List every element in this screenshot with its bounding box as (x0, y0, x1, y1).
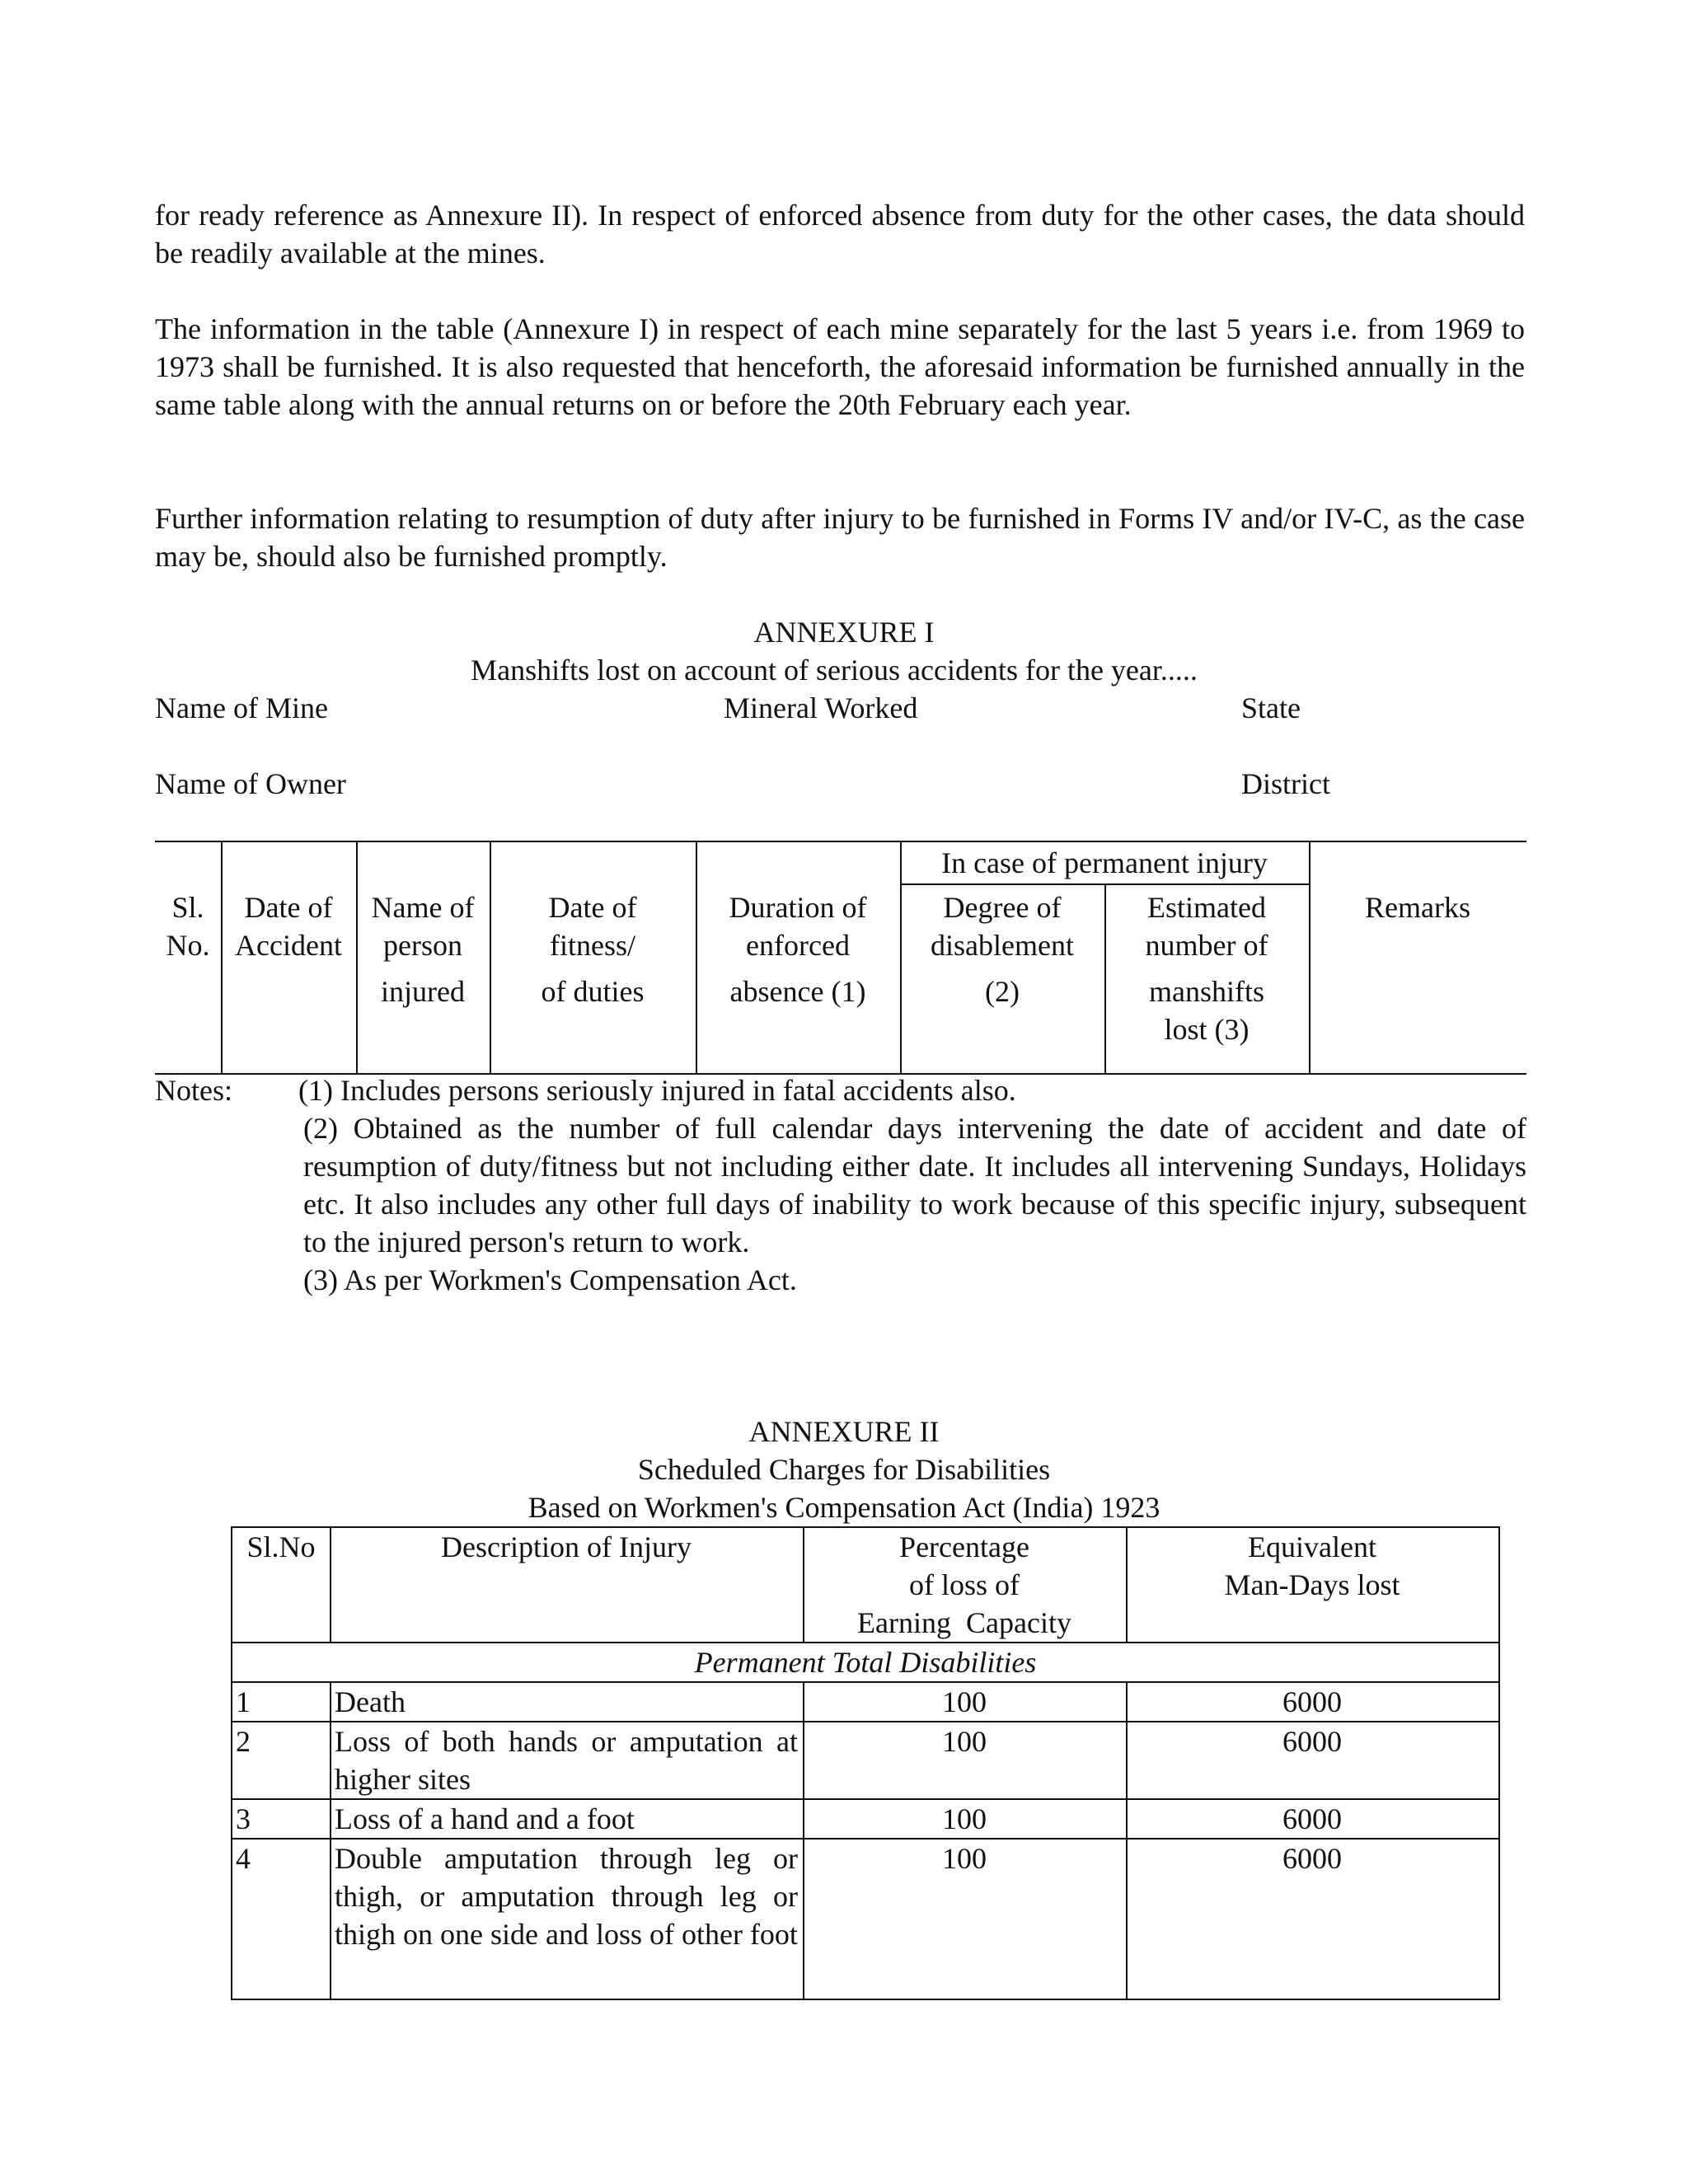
paragraph-3: Further information relating to resumption of duty after injury to be furnished in Forms IV and/or IV-C, as the case may be, should also be furnished promptly. (155, 502, 1525, 573)
section-permanent-total: Permanent Total Disabilities (694, 1646, 1037, 1679)
header-estimated: Estimated number of manshifts lost (3) (1145, 891, 1268, 1046)
table-divider (900, 883, 1309, 885)
name-of-owner-label: Name of Owner (155, 767, 346, 800)
paragraph-1: for ready reference as Annexure II). In respect of enforced absence from duty for the other cases, the data should be readily available at the mines. (155, 199, 1525, 269)
paragraph-2: The information in the table (Annexure I) in respect of each mine separately for the last 5 years i.e. from 1969 to 1973 shall be furnished. It is also requested that henceforth, the aforesaid information be furnished annually in the same table along with the annual returns on or before the 20th February each year. (155, 312, 1525, 421)
annexure1-subtitle: Manshifts lost on account of serious accidents for the year..... (471, 654, 1198, 687)
row2-desc: Loss of both hands or amputation at higher sites (335, 1725, 798, 1796)
row1-pct: 100 (942, 1685, 987, 1718)
row3-desc: Loss of a hand and a foot (335, 1802, 635, 1835)
header-name-of-person: Name of person injured (371, 891, 475, 1008)
header-percentage: Percentage of loss of Earning Capacity (857, 1530, 1071, 1639)
note-3: (3) As per Workmen's Compensation Act. (303, 1263, 797, 1296)
header-sl-no: Sl. No. (166, 891, 210, 962)
row2-days: 6000 (1282, 1725, 1342, 1758)
row2-pct: 100 (942, 1725, 987, 1758)
header-remarks: Remarks (1365, 891, 1470, 924)
row3-days: 6000 (1282, 1802, 1342, 1835)
permanent-injury-header: In case of permanent injury (941, 846, 1268, 879)
note-1: (1) Includes persons seriously injured in fatal accidents also. (298, 1074, 1016, 1107)
row1-sl: 1 (236, 1685, 251, 1718)
district-label: District (1241, 767, 1330, 800)
header-duration: Duration of enforced absence (1) (729, 891, 867, 1008)
header-slno: Sl.No (246, 1530, 316, 1563)
header-date-of-accident: Date of Accident (235, 891, 342, 962)
note-2: (2) Obtained as the number of full calendar days intervening the date of accident and date of resumption of duty/fitness but not including either date. It includes all intervening Sundays, Holidays etc. It also includes any other full days of inability to work because of this specific injury, subsequent to the injured person's return to work. (303, 1112, 1526, 1258)
row3-pct: 100 (942, 1802, 987, 1835)
row4-pct: 100 (942, 1842, 987, 1875)
table-divider (330, 1681, 331, 1999)
annexure1-title: ANNEXURE I (753, 616, 935, 649)
annexure2-subtitle: Scheduled Charges for Disabilities (637, 1453, 1051, 1486)
name-of-mine-label: Name of Mine (155, 691, 328, 724)
row4-desc: Double amputation through leg or thigh, or amputation through leg or thigh on one side and loss of other foot (335, 1842, 798, 1951)
mineral-worked-label: Mineral Worked (724, 691, 918, 724)
annexure2-title: ANNEXURE II (748, 1415, 940, 1448)
annexure2-table (231, 1526, 1500, 2000)
row4-sl: 4 (236, 1842, 251, 1875)
notes-label: Notes: (155, 1074, 232, 1107)
header-degree: Degree of disablement (2) (931, 891, 1074, 1008)
state-label: State (1241, 691, 1301, 724)
annexure2-act: Based on Workmen's Compensation Act (India) 1923 (528, 1491, 1160, 1524)
header-date-of-fitness: Date of fitness/ of duties (541, 891, 645, 1008)
row3-sl: 3 (236, 1802, 251, 1835)
header-equivalent: Equivalent Man-Days lost (1224, 1530, 1400, 1601)
row1-days: 6000 (1282, 1685, 1342, 1718)
table-divider (1309, 842, 1311, 1073)
row2-sl: 2 (236, 1725, 251, 1758)
annexure1-table (155, 841, 1526, 1075)
row4-days: 6000 (1282, 1842, 1342, 1875)
row1-desc: Death (335, 1685, 406, 1718)
header-description: Description of Injury (441, 1530, 692, 1563)
